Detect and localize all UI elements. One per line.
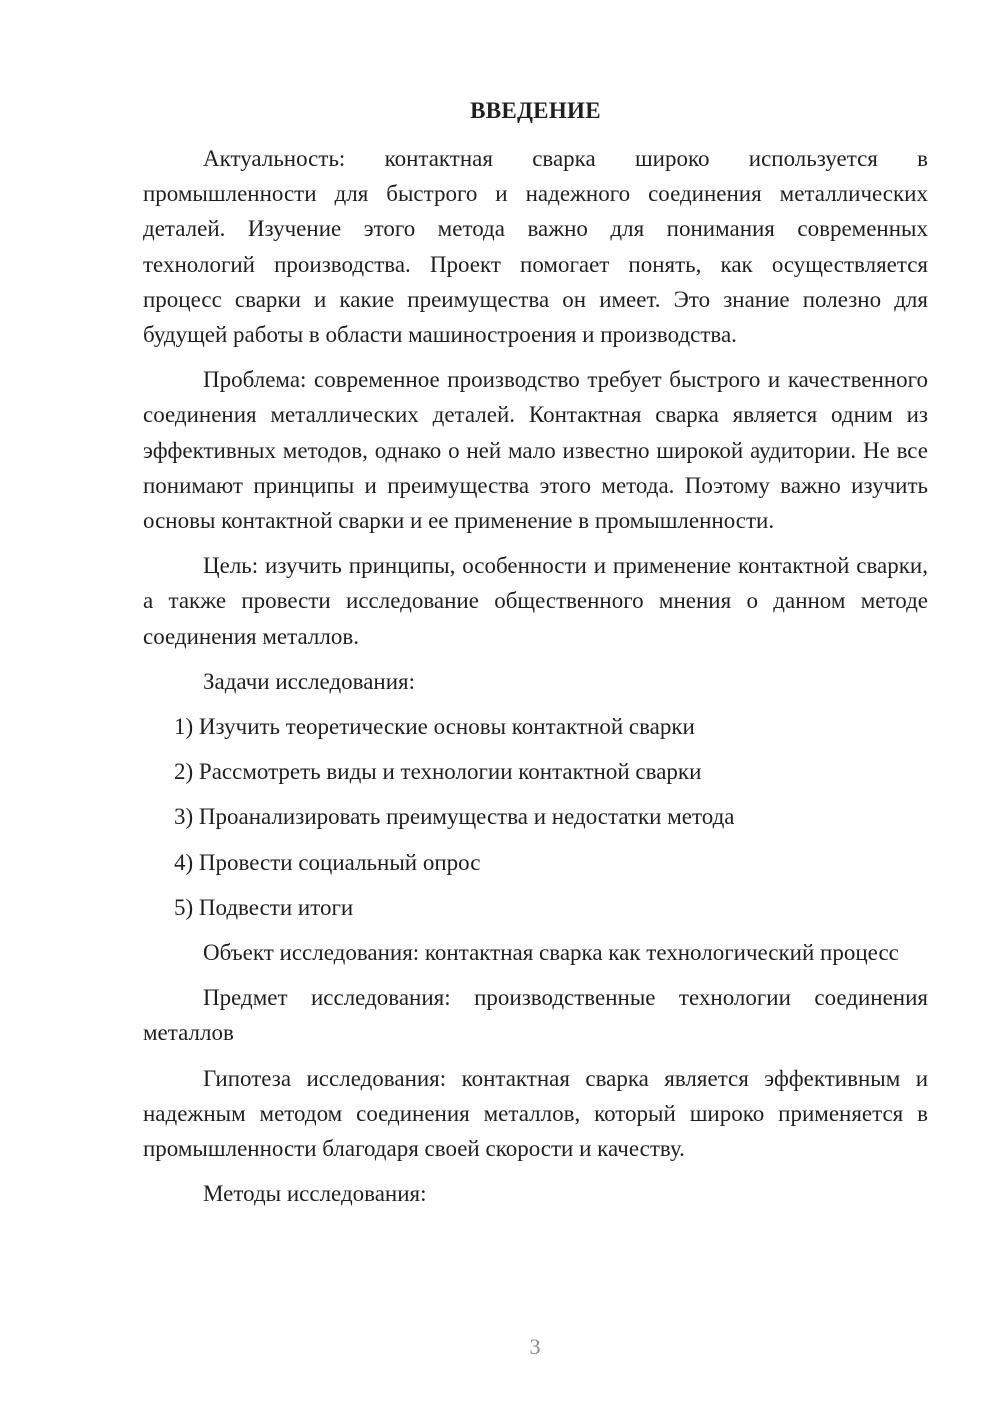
list-item: 5) Подвести итоги [174,894,354,920]
list-item: 2) Рассмотреть виды и технологии контактной сварки [174,759,702,785]
subject-paragraph: Предмет исследования: производственные технологии соединения металлов [143,985,928,1046]
hypothesis-paragraph: Гипотеза исследования: контактная сварка является эффективным и надежным методом соединения металлов, который широко применяется в промышленности благодаря своей скорости и качеству. [143,1065,928,1162]
page-title: ВВЕДЕНИЕ [470,98,601,123]
page-number: 3 [529,1334,541,1359]
list-item: 3) Проанализировать преимущества и недостатки метода [174,804,735,830]
problem-paragraph: Проблема: современное производство требует быстрого и качественного соединения металлических деталей. Контактная сварка является одним из эффективных методов, однако о ней мало известно широкой аудитории. Не все понимают принципы и преимущества этого метода. Поэтому важно изучить основы контактной сварки и ее применение в промышленности. [143,367,928,534]
relevance-paragraph: Актуальность: контактная сварка широко используется в промышленности для быстрого и надежного соединения металлических деталей. Изучение этого метода важно для понимания современных технологий производства. Проект помогает понять, как осуществляется процесс сварки и какие преимущества он имеет. Это знание полезно для будущей работы в области машиностроения и производства. [143,146,928,348]
goal-paragraph: Цель: изучить принципы, особенности и применение контактной сварки, а также провести исследование общественного мнения о данном методе соединения металлов. [143,553,928,649]
object-paragraph: Объект исследования: контактная сварка как технологический процесс [203,940,899,966]
tasks-heading: Задачи исследования: [203,668,416,694]
tasks-list [143,709,928,925]
list-item: 4) Провести социальный опрос [174,849,481,875]
document-body [143,141,928,1221]
list-item: 1) Изучить теоретические основы контактной сварки [174,714,695,740]
methods-heading: Методы исследования: [203,1181,427,1207]
